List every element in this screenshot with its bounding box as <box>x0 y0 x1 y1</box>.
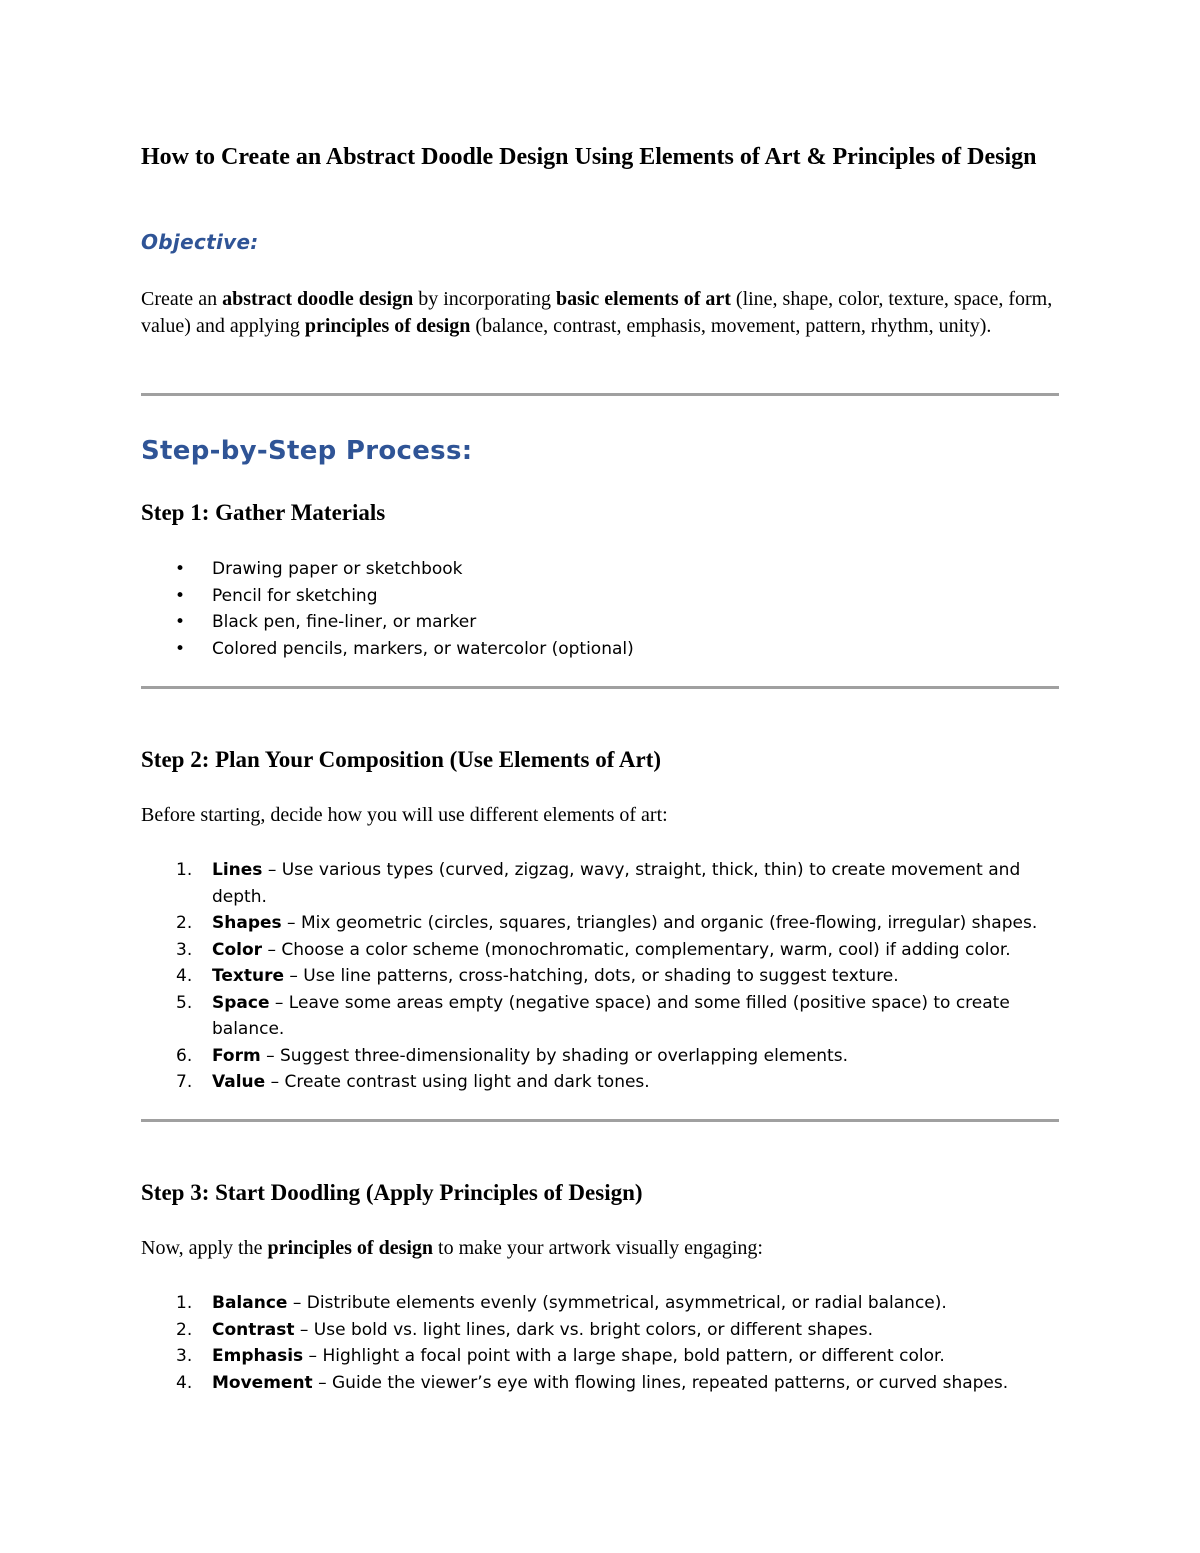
step3-heading: Step 3: Start Doodling (Apply Principles of Design) <box>141 1180 643 1205</box>
horizontal-rule <box>141 393 1059 396</box>
objective-seg-bold: principles of design <box>304 315 471 337</box>
principles-list <box>141 1290 1059 1396</box>
objective-text <box>141 286 1059 340</box>
objective-seg-bold: basic elements of art <box>555 288 731 310</box>
list-item <box>141 857 1059 910</box>
list-desc: – Highlight a focal point with a large shape, bold pattern, or different color. <box>303 1346 945 1366</box>
list-desc: – Use bold vs. light lines, dark vs. bright colors, or different shapes. <box>294 1319 874 1340</box>
list-term: Color <box>212 939 263 960</box>
list-term: Value <box>212 1072 266 1092</box>
list-number: 5. <box>176 992 193 1013</box>
list-number: 1. <box>176 1293 193 1313</box>
list-item-text: Black pen, fine-liner, or marker <box>212 612 477 632</box>
bullet-icon: • <box>175 638 186 659</box>
horizontal-rule <box>141 686 1059 689</box>
list-desc: – Create contrast using light and dark tones. <box>265 1072 650 1092</box>
list-term: Contrast <box>212 1319 295 1340</box>
objective-seg-bold: abstract doodle design <box>222 288 414 310</box>
list-item <box>141 1317 1059 1344</box>
step3-intro <box>141 1235 1059 1262</box>
list-term: Shapes <box>212 913 282 933</box>
objective-seg: (line, shape, color, texture, space, form, value) and applying <box>141 288 1053 337</box>
list-item-text: Colored pencils, markers, or watercolor (optional) <box>212 638 634 659</box>
step2-heading: Step 2: Plan Your Composition (Use Elements of Art) <box>141 747 662 772</box>
bullet-icon: • <box>175 585 186 606</box>
list-term: Balance <box>212 1293 288 1313</box>
list-term: Lines <box>212 860 263 880</box>
list-desc: – Mix geometric (circles, squares, triangles) and organic (free-flowing, irregular) shapes. <box>281 913 1038 933</box>
list-desc: – Choose a color scheme (monochromatic, complementary, warm, cool) if adding color. <box>262 939 1011 960</box>
list-number: 7. <box>176 1072 193 1092</box>
list-desc: – Guide the viewer’s eye with flowing lines, repeated patterns, or curved shapes. <box>312 1372 1009 1393</box>
bullet-icon: • <box>175 559 186 579</box>
list-desc: – Use various types (curved, zigzag, wavy, straight, thick, thin) to create movement and depth. <box>212 860 1021 907</box>
list-item <box>141 910 1059 937</box>
list-item <box>141 1343 1059 1370</box>
list-item <box>141 937 1059 964</box>
materials-list <box>141 556 1059 662</box>
list-number: 6. <box>176 1045 193 1066</box>
list-term: Emphasis <box>212 1346 304 1366</box>
intro-seg-bold: principles of design <box>267 1237 434 1259</box>
list-term: Texture <box>212 966 284 986</box>
list-number: 4. <box>176 1372 193 1393</box>
list-item-text: Pencil for sketching <box>212 585 378 606</box>
list-item <box>141 556 1059 583</box>
list-item <box>141 963 1059 990</box>
list-desc: – Leave some areas empty (negative space) and some filled (positive space) to create balance. <box>212 992 1010 1039</box>
list-item <box>141 609 1059 636</box>
process-heading: Step-by-Step Process: <box>141 436 473 466</box>
list-term: Space <box>212 992 270 1013</box>
list-number: 4. <box>176 966 193 986</box>
list-number: 1. <box>176 860 193 880</box>
list-desc: – Use line patterns, cross-hatching, dots, or shading to suggest texture. <box>283 966 899 986</box>
list-term: Form <box>212 1045 261 1066</box>
list-item <box>141 1290 1059 1317</box>
objective-seg: (balance, contrast, emphasis, movement, pattern, rhythm, unity). <box>470 315 992 337</box>
objective-seg: Create an <box>141 288 223 310</box>
list-item <box>141 990 1059 1043</box>
list-term: Movement <box>212 1372 313 1393</box>
horizontal-rule <box>141 1119 1059 1122</box>
list-number: 3. <box>176 939 193 960</box>
intro-seg: to make your artwork visually engaging: <box>433 1237 763 1259</box>
list-item <box>141 1069 1059 1096</box>
bullet-icon: • <box>175 612 186 632</box>
step2-intro: Before starting, decide how you will use different elements of art: <box>141 804 668 826</box>
list-number: 3. <box>176 1346 193 1366</box>
objective-seg: by incorporating <box>413 288 556 310</box>
list-item <box>141 1370 1059 1397</box>
list-item <box>141 583 1059 610</box>
list-item-text: Drawing paper or sketchbook <box>212 559 463 579</box>
elements-list <box>141 857 1059 1096</box>
list-desc: – Distribute elements evenly (symmetrical, asymmetrical, or radial balance). <box>287 1293 947 1313</box>
list-number: 2. <box>176 913 193 933</box>
intro-seg: Now, apply the <box>141 1237 268 1259</box>
objective-heading: Objective: <box>141 230 259 254</box>
list-item <box>141 636 1059 663</box>
list-desc: – Suggest three-dimensionality by shading or overlapping elements. <box>260 1045 848 1066</box>
step1-heading: Step 1: Gather Materials <box>141 500 386 525</box>
list-number: 2. <box>176 1319 193 1340</box>
document-title: How to Create an Abstract Doodle Design Using Elements of Art & Principles of Design <box>141 144 1037 170</box>
list-item <box>141 1043 1059 1070</box>
